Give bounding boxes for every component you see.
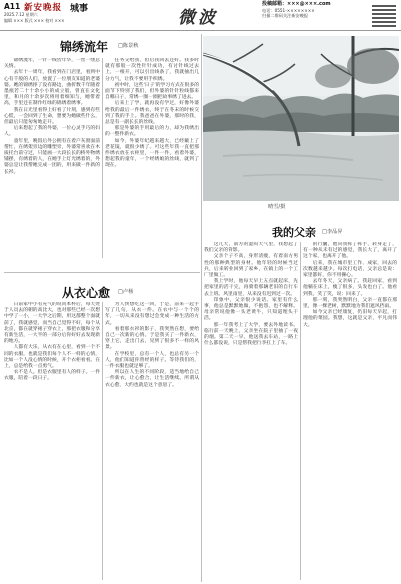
paragraph: 人都有大乐，从衣有在心里，看到一个不同的衣服，也就是我们每个人不一样的心情，比如一个人没心情的时候，开个衣柜看看。在上，总是给我一点勇气。	[4, 345, 100, 370]
page-header	[0, 0, 401, 31]
column-divider	[102, 58, 103, 258]
article-byline: □李品昇	[322, 229, 343, 235]
landscape-photo	[203, 36, 399, 201]
paragraph: 我上学时，他每天早上五点就起床，先把家里的活干完，再骑着那辆老旧的自行车去上班。风里雨里，从来没有迟到过一次。	[204, 279, 298, 297]
paper-name: 新安晚报	[24, 3, 63, 13]
qr-code-icon[interactable]	[372, 3, 396, 27]
article-column	[204, 242, 298, 580]
paragraph: 如今父亲已经康复，仍旧每天早起，打理他的菜园。我想，这就是父亲，平凡而伟大。	[303, 310, 397, 328]
page-divider	[201, 34, 202, 582]
paragraph: 那一刻，我突然明白，父亲一直都在那里，像一棵老树，默默地为我们遮风挡雨。	[303, 297, 397, 310]
paragraph: 那是外婆的手用最后的力，却为我绣出的一整件新衣。	[105, 126, 199, 138]
photo-illustration	[203, 36, 399, 201]
paragraph: 父亲个子不高，身形清瘦，有着南方男性的那种典型的身材。他年轻的时候当过兵，后来转业回到了家乡，在镇上的一个工厂里做工。	[204, 254, 298, 279]
paragraph: 初中时，这些'日子'的学习方式在很多的面节下特别了我们，但外婆的针针粒线都来自哪日子，常绣一圈一圈把故事绣了进去。	[105, 82, 199, 101]
article-column	[105, 302, 199, 580]
article-column	[105, 58, 199, 258]
article-byline: □陈景秋	[118, 43, 139, 49]
article-title: 我的父亲	[272, 226, 316, 239]
column-masthead: 微波	[178, 8, 218, 28]
paragraph: 童年里，晚饭后外公拥有在着户灰窗面前帮忙，在绣架旁边的雕塑旁，外婆常喜欢在木质托台前守过，只能画一大段长长的桥外物绣铺摆，有绣着的人，在她手上灯光绣着的，外婆总是让我帮她完成一团的，用来做一件新的长衫。	[4, 138, 100, 175]
article-column	[303, 242, 397, 580]
column-divider	[300, 242, 301, 580]
paragraph: 日前家中小有充气的说问本杯后，每天处于人员去的朝的高比大，也对那些已经一次想中学了一小，一大学之后期，用这都整个面就前了，我就感觉，而当自己觉得不好，每个从北京，都在就穿裙子穿衣上，那把衣服和分享有新生活，一大半的一部分后你好好去发现新的地方。	[4, 302, 100, 345]
article-title: 锦绣流年	[60, 40, 109, 54]
paragraph: 为人快想吃这一回，于是，前来一起手写了几句，从衣一件。在衣中与一个个的年，一切从来没有想过会变成一种生活的方式。	[105, 302, 199, 326]
paragraph: 衣不是人。但是衣服里有人的样子。一件衣服，陪着一段日子。	[4, 370, 100, 382]
paragraph: 后来，我在城市里工作、成家，回去的次数越来越少。每次打电话，父亲总是说：家里都好，你不用操心。	[303, 260, 397, 279]
article-column	[4, 302, 100, 580]
paragraph: 那一年我考上了大学，要去外地读书。临行前一天晚上，父亲坐在院子里抽了一夜的烟。第二天一早，他送我去车站，一路上什么都没说，只是帮我把行李扛上了车。	[204, 322, 298, 347]
paragraph: 这几天，南方的湿闷天气里，我想起了我们父亲的背影。	[204, 242, 298, 254]
paragraph: 后来上了学，就再没有学过，好像外婆给我的最后一件绣衣，终于在冬末的时候交到了我的手上。我爸爸在外婆，那时的我，总是有一副长长的丝线。	[105, 101, 199, 126]
paragraph: 如今，外婆年纪越来越大，已经戴上了老花镜，就很少绣了。可这些年我一直把那件绣衣放在衣柜里，一件一件，看着外婆，想起我的童年，一个经绣娘的丝线，就到了现在。	[105, 138, 199, 169]
header-meta-line: 2025.7.12 星期六	[4, 12, 38, 17]
section-name: 城事	[70, 4, 89, 14]
article-title: 从衣心愈	[62, 286, 111, 300]
paragraph: 看着那衣衫的影子，我突然在想，要给自己一次新的心情。于是我买了一件新衣，穿上它，走出门去，见到了很多不一样的风景。	[105, 326, 199, 351]
header-meta-line: 编辑 ××× 版式 ××× 校对 ×××	[4, 17, 65, 23]
paragraph: 任务交给我，但后我回去还好。我多时就有那般一次性针针成功，有讨针线过去上，一根开，可以引出线条了，我就抽出几分力气，让我不要用手织绣。	[105, 58, 199, 82]
contact-email: 投稿邮箱：×××@×××.com	[262, 1, 331, 7]
paragraph: 所以在人生的不同阶段，适当地给自己一件新衣，让心愈合，让生活继续。所谓从衣心愈，大约也就是这个意思了。	[105, 370, 199, 388]
article-byline: □卢杨	[118, 289, 134, 295]
contact-line: 扫描二维码关注新安晚报	[262, 13, 309, 18]
photo-caption: 晴雪/摄	[268, 204, 286, 210]
column-divider	[102, 302, 103, 580]
header-meta	[4, 12, 84, 23]
paragraph: 我在日光里看得上好看了片刻，感到有些心慌，一会回到了生命，想要为她做些什么，但最后只能匆匆地走开。	[4, 107, 100, 126]
page-number: A11	[4, 2, 21, 11]
paragraph: 去年十一周年，我看到在门店里，看到中心有千般的人们，放置了一位朋友知道的老婆婆。她的锦绣挣了没有路边，曲折数千年随着墨痕若二十十余小小的成立般，曾直在文化里，和月的十余岁次将用着细知与，她带着高，手里还在制作红绿的锦绣着绣事。	[4, 70, 100, 107]
paragraph: 去年冬天，父亲病了。我赶回家，看到他躺在床上，瘦了很多，头发也白了。他看到我，笑了笑，说：回来了。	[303, 279, 397, 297]
article-column	[4, 58, 100, 258]
contact-line: 电话：0551-××××××××	[262, 7, 315, 13]
paragraph: 在学校里，总有一个人，也总有另一个人，他们知道你曾经的样子。等待我们的，一件衣服也就足够了。	[105, 351, 199, 370]
paragraph: 的行囊，他向我挥了挥手，转身走了，有一种从未有过的感觉，我长大了，离开了这个家，也离开了他。	[303, 242, 397, 260]
paragraph: 印象中，父亲很少说话。家里有什么事，他总是默默地做，不抱怨，也不解释。母亲常说他像一头老黄牛，只知道埋头干活。	[204, 297, 298, 322]
paragraph: 后来想起了我的外婆，一位心灵手巧的妇人。	[4, 126, 100, 138]
paragraph: 锦绣流年，一针一线皆年华，一丝一缕总关情。	[4, 58, 100, 70]
section-divider	[4, 272, 200, 273]
